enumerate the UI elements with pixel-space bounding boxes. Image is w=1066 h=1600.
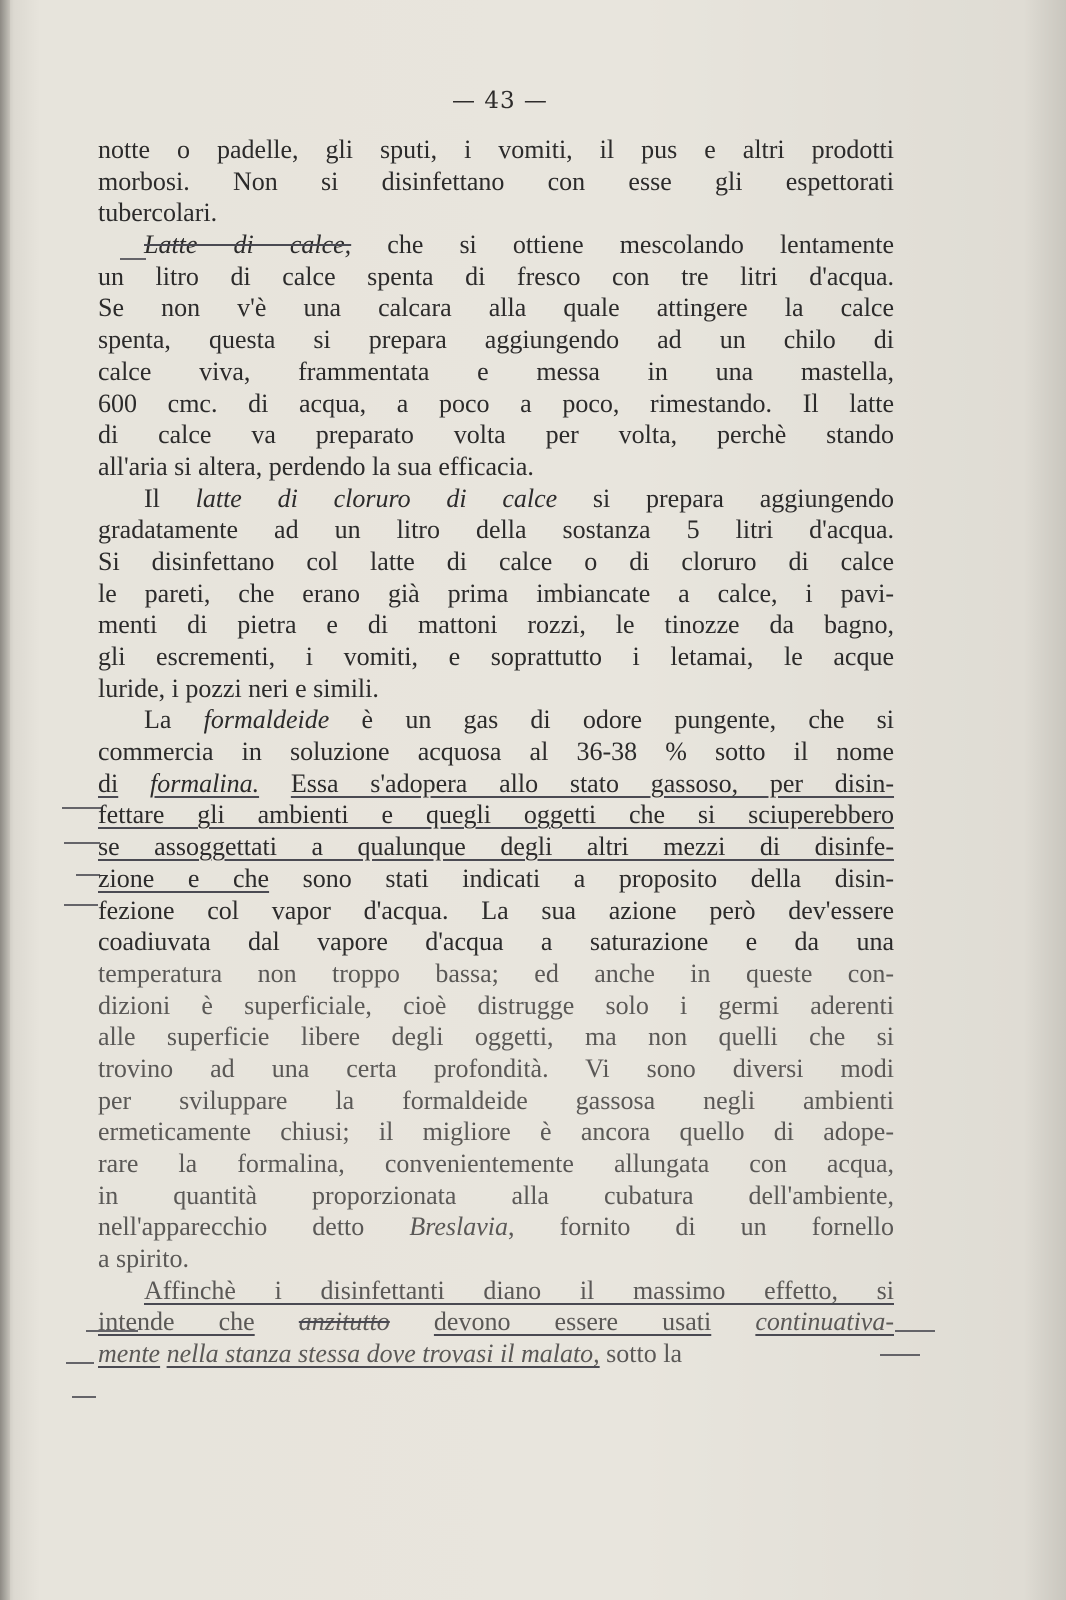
term-breslavia: Breslavia — [409, 1212, 509, 1242]
text-line: per sviluppare la formaldeide gassosa negli ambienti — [98, 1085, 894, 1115]
text-line: Latte di calce, che si ottiene mescolando lentamente — [144, 230, 895, 260]
text-line: temperatura non troppo bassa; ed anche in queste con- — [98, 958, 894, 988]
text-line: spenta, questa si prepara aggiungendo ad un chilo di — [98, 325, 894, 355]
body-text — [98, 134, 894, 1370]
text-line: 600 cmc. di acqua, a poco a poco, rimestando. Il latte — [98, 388, 894, 418]
text-line: a spirito. — [98, 1244, 189, 1274]
text-line: intende che anzitutto devono essere usati continuativa- — [98, 1307, 894, 1337]
term-formaldeide: formaldeide — [203, 705, 330, 735]
text-line: gli escrementi, i vomiti, e soprattutto i letamai, le acque — [98, 642, 894, 671]
text-line: Si disinfettano col latte di calce o di cloruro di calce — [98, 546, 894, 576]
text-line: commercia in soluzione acquosa al 36-38 % sotto il nome — [98, 737, 894, 767]
text-line: calce viva, frammentata e messa in una mastella, — [98, 356, 894, 386]
text-line: nell'apparecchio detto Breslavia, fornito di un fornello — [98, 1212, 894, 1242]
text-line: morbosi. Non si disinfettano con esse gli espettorati — [98, 166, 894, 196]
text-line: le pareti, che erano già prima imbiancate a calce, i pavi- — [98, 578, 894, 608]
text-line: di formalina. Essa s'adopera allo stato gassoso, per disin- — [98, 768, 895, 798]
pencil-margin-mark — [62, 807, 102, 809]
term-latte-di-cloruro: latte di cloruro di calce — [195, 483, 558, 513]
page-number: — 43 — — [452, 88, 548, 114]
text-line: un litro di calce spenta di fresco con tre litri d'acqua. — [98, 261, 894, 291]
term-anzitutto: anzitutto — [298, 1307, 390, 1337]
text-line: Il latte di cloruro di calce si prepara aggiungendo — [144, 483, 894, 513]
text-line: rare la formalina, convenientemente allungata con acqua, — [98, 1149, 894, 1178]
text-line: coadiuvata dal vapore d'acqua a saturazione e da una — [98, 927, 894, 957]
text-line: di calce va preparato volta per volta, perchè stando — [98, 420, 894, 450]
pencil-margin-mark — [64, 842, 100, 844]
pencil-margin-mark — [895, 1330, 935, 1332]
text-line: fezione col vapor d'acqua. La sua azione però dev'essere — [98, 895, 894, 925]
term-formalina: formalina. — [150, 768, 260, 798]
text-line: se assoggettati a qualunque degli altri mezzi di disinfe- — [98, 832, 894, 862]
pencil-margin-mark — [76, 874, 100, 876]
text-line: mente nella stanza stessa dove trovasi il malato, sotto la — [98, 1339, 683, 1369]
pencil-margin-mark — [72, 1396, 96, 1398]
text-line: fettare gli ambienti e quegli oggetti che si sciuperebbero — [98, 800, 894, 830]
text-line: trovino ad una certa profondità. Vi sono diversi modi — [98, 1053, 894, 1083]
text-line: Se non v'è una calcara alla quale attingere la calce — [98, 293, 894, 323]
book-spine-shadow — [0, 0, 10, 1600]
pencil-margin-mark — [66, 1362, 94, 1364]
text-line: luride, i pozzi neri e simili. — [98, 673, 379, 703]
text-line: in quantità proporzionata alla cubatura dell'ambiente, — [98, 1180, 894, 1210]
text-line: menti di pietra e di mattoni rozzi, le tinozze da bagno, — [98, 610, 894, 640]
text-line: Affinchè i disinfettanti diano il massimo effetto, si — [144, 1275, 894, 1305]
text-line: alle superficie libere degli oggetti, ma non quelli che si — [98, 1022, 894, 1052]
text-line: zione e che sono stati indicati a proposito della disin- — [98, 863, 895, 893]
text-line: all'aria si altera, perdendo la sua efficacia. — [98, 451, 534, 481]
text-line: La formaldeide è un gas di odore pungente, che si — [144, 705, 894, 735]
text-line: tubercolari. — [98, 198, 218, 228]
text-line: ermeticamente chiusi; il migliore è ancora quello di adope- — [98, 1117, 894, 1147]
text-line: gradatamente ad un litro della sostanza 5 litri d'acqua. — [98, 515, 894, 545]
text-line: notte o padelle, gli sputi, i vomiti, il pus e altri prodotti — [98, 135, 894, 164]
term-latte-di-calce: Latte di calce, — [144, 230, 352, 260]
pencil-margin-mark — [64, 904, 98, 906]
term-continuativamente: continuativa- — [755, 1307, 894, 1337]
text-line: dizioni è superficiale, cioè distrugge solo i germi aderenti — [98, 990, 894, 1020]
